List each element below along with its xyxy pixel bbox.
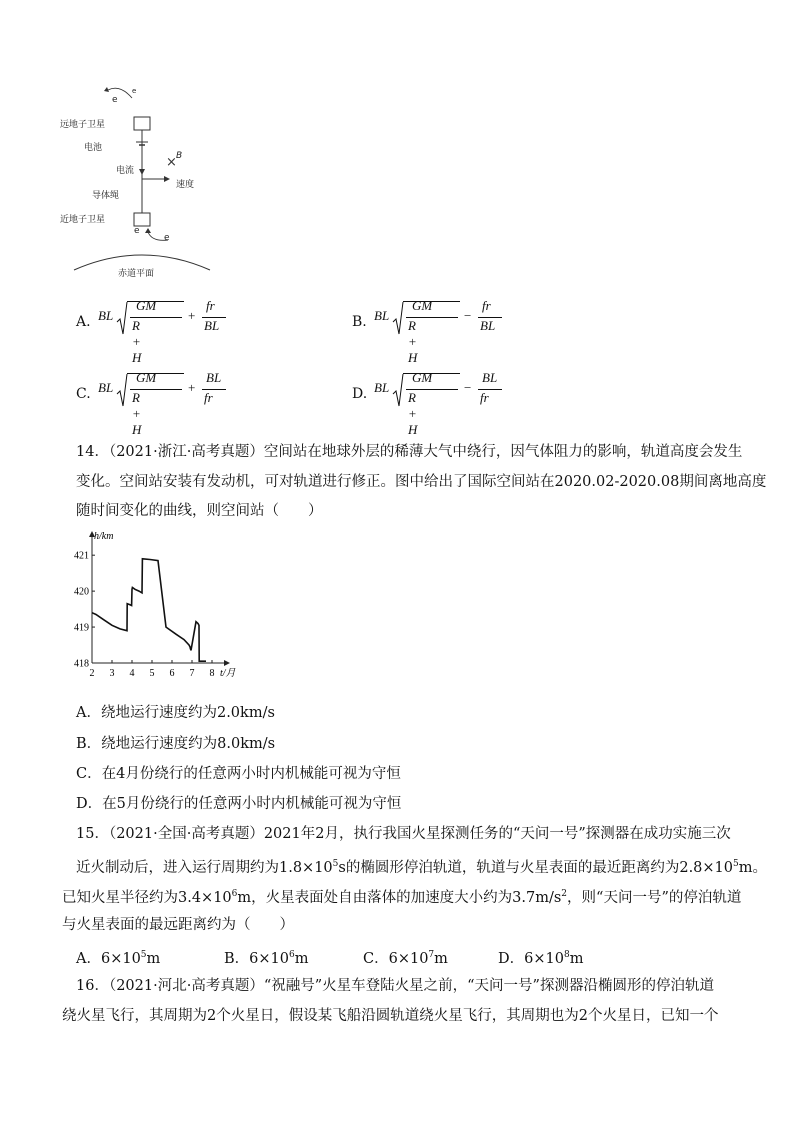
current-arrow-icon — [139, 169, 145, 175]
q15-line-2: 近火制动后，进入运行周期约为$1.8\times 10^5s$的椭圆形停泊轨道，轨道与火星表面的最近距离约为$2.8\times 10^5m$。 — [76, 859, 767, 876]
q15-option-b: B．$6\times 10^6m$ — [224, 950, 309, 967]
frac-denominator: BL — [480, 318, 496, 333]
frac-denominator: fr — [480, 390, 489, 405]
sqrt-numerator: GM — [412, 298, 433, 313]
electron-label-top-2: e — [132, 87, 137, 95]
q14-option-b: B．绕地运行速度约为8.0km/s — [76, 736, 276, 752]
option-letter: C. — [76, 386, 91, 402]
q14-option-d: D．在5月份绕行的任意两小时内机械能可视为守恒 — [76, 796, 402, 812]
x-axis-label: t/月 — [220, 668, 236, 679]
x-tick-label: 4 — [129, 668, 135, 679]
y-tick-label: 420 — [74, 586, 89, 598]
height-chart — [66, 528, 256, 688]
electron-label-bottom-1: e — [134, 226, 140, 236]
x-tick-label: 2 — [89, 668, 95, 679]
formula-prefix: BL — [98, 308, 114, 323]
y-axis-label: h/km — [94, 531, 114, 542]
tether-satellite-diagram — [60, 80, 230, 290]
q16-line-1: 16．（2021·河北·高考真题）“祝融号”火星车登陆火星之前，“天问一号”探测器沿椭圆形的停泊轨道 — [76, 978, 714, 994]
frac-numerator: fr — [206, 298, 215, 313]
q15-option-a: A．$6\times 10^5m$ — [76, 950, 161, 967]
current-label: 电流 — [116, 166, 135, 176]
frac-denominator: fr — [204, 390, 213, 405]
formula-prefix: BL — [374, 380, 390, 395]
series-line-0 — [92, 559, 206, 661]
option-letter: B. — [352, 314, 367, 330]
battery-label: 电池 — [84, 143, 103, 153]
q14-line-2: 变化。空间站安装有发动机，可对轨道进行修正。图中给出了国际空间站在2020.02-2020.08期间离地高度 — [76, 474, 767, 490]
q15-line-3: 已知火星半径约为$3.4\times 10^6m$，火星表面处自由落体的加速度大小约为$3.7m/s^2$，则“天问一号”的停泊轨道 — [62, 889, 742, 906]
frac-numerator: BL — [482, 370, 498, 385]
b-field-cross-icon: × — [166, 155, 177, 170]
sqrt-denominator: R + H — [132, 318, 142, 365]
q14-line-3: 随时间变化的曲线，则空间站（ ） — [76, 503, 323, 519]
frac-denominator: BL — [204, 318, 220, 333]
y-tick-label: 421 — [74, 550, 89, 562]
frac-numerator: fr — [482, 298, 491, 313]
sqrt-denominator: R + H — [408, 390, 418, 437]
q15-option-c: C．$6\times 10^7m$ — [363, 950, 448, 967]
option-letter: D. — [352, 386, 368, 402]
q15-line-4: 与火星表面的最远距离约为（ ） — [62, 917, 294, 933]
y-tick-label: 419 — [74, 622, 89, 634]
sqrt-denominator: R + H — [132, 390, 142, 437]
x-tick-label: 5 — [149, 668, 155, 679]
q16-line-2: 绕火星飞行，其周期为2个火星日，假设某飞船沿圆轨道绕火星飞行，其周期也为2个火星日，已知一个 — [62, 1008, 719, 1024]
top-satellite-label: 远地子卫星 — [60, 120, 106, 130]
formula-sign: + — [188, 380, 196, 395]
x-tick-label: 7 — [189, 668, 195, 679]
frac-numerator: BL — [206, 370, 222, 385]
bottom-satellite-box — [134, 213, 150, 226]
b-field-label: B — [176, 151, 183, 161]
q14-line-1: 14．（2021·浙江·高考真题）空间站在地球外层的稀薄大气中绕行，因气体阻力的影响，轨道高度会发生 — [76, 444, 743, 460]
formula-prefix: BL — [98, 380, 114, 395]
sqrt-denominator: R + H — [408, 318, 418, 365]
x-tick-label: 6 — [169, 668, 175, 679]
bottom-satellite-label: 近地子卫星 — [60, 215, 106, 225]
option-letter: A. — [76, 314, 91, 330]
sqrt-numerator: GM — [136, 298, 157, 313]
formula-sign: − — [464, 380, 472, 395]
y-tick-label: 418 — [74, 658, 89, 670]
tether-label: 导体绳 — [92, 191, 120, 201]
q15-line-1: 15．（2021·全国·高考真题）2021年2月，执行我国火星探测任务的“天问一号”探测器在成功实施三次 — [76, 826, 731, 842]
formula-sign: + — [188, 308, 196, 323]
velocity-label: 速度 — [176, 180, 195, 190]
x-tick-label: 8 — [209, 668, 215, 679]
q14-option-c: C．在4月份绕行的任意两小时内机械能可视为守恒 — [76, 766, 401, 782]
electron-label-top-1: e — [112, 95, 118, 105]
electron-label-bottom-2: e — [164, 233, 170, 243]
top-satellite-box — [134, 117, 150, 130]
formula-prefix: BL — [374, 308, 390, 323]
x-tick-label: 3 — [109, 668, 115, 679]
q14-option-a: A．绕地运行速度约为2.0km/s — [76, 705, 275, 721]
sqrt-numerator: GM — [412, 370, 433, 385]
x-axis-arrow-icon — [224, 660, 230, 666]
formula-sign: − — [464, 308, 472, 323]
equator-label: 赤道平面 — [118, 269, 155, 279]
sqrt-numerator: GM — [136, 370, 157, 385]
q15-option-d: D．$6\times 10^8m$ — [498, 950, 584, 967]
